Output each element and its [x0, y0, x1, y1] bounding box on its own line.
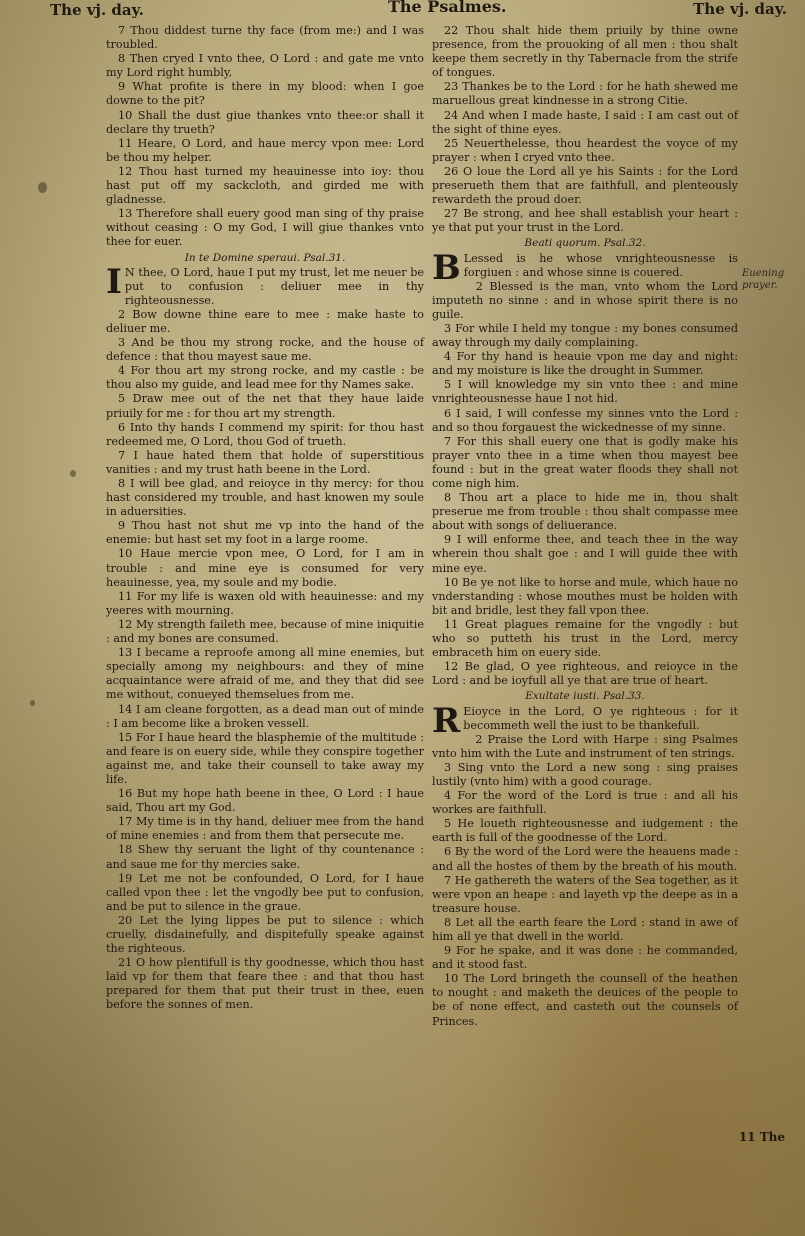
verse: 12 My strength faileth mee, because of mine iniquitie : and my bones are consumed.: [106, 617, 424, 646]
drop-capital: B: [432, 247, 461, 288]
verse: 3 For while I held my tongue : my bones consumed away through my daily complaining.: [432, 321, 738, 350]
verse: 10 Shall the dust giue thankes vnto thee:or shall it declare thy trueth?: [106, 108, 424, 136]
verse: 2 Blessed is the man, vnto whom the Lord imputeth no sinne : and in whose spirit there is no guile.: [432, 279, 738, 321]
verse: 9 I will enforme thee, and teach thee in the way wherein thou shalt goe : and I will guide thee with mine eye.: [432, 533, 738, 575]
verse: 15 For I haue heard the blasphemie of the multitude : and feare is on euery side, while they conspire together against me, and take their counsell to take away my life.: [106, 730, 424, 786]
stain-spot: [30, 700, 35, 706]
left-column: [106, 24, 424, 1013]
verse: 4 For thou art my strong rocke, and my castle : be thou also my guide, and lead mee for thy Names sake.: [106, 364, 424, 392]
verse: 12 Thou hast turned my heauinesse into ioy: thou hast put off my sackcloth, and girded me with gladnesse.: [106, 164, 424, 207]
verse: 4 For thy hand is heauie vpon me day and night: and my moisture is like the drought in Summer.: [432, 350, 738, 378]
psalm-first-verse: [432, 700, 738, 741]
verse: 10 Haue mercie vpon mee, O Lord, for I am in trouble : and mine eye is consumed for very heauinesse, yea, my soule and my bodie.: [106, 547, 424, 589]
verse: 20 Let the lying lippes be put to silence : which cruelly, disdainefully, and dispitefully speake against the righteous.: [106, 913, 424, 956]
verse: 10 Be ye not like to horse and mule, which haue no vnderstanding : whose mouthes must be holden with bit and bridle, lest they fall vpon thee.: [432, 575, 738, 617]
verse: 7 He gathereth the waters of the Sea together, as it were vpon an heape : and layeth vp the deepe as in a treasure house.: [432, 873, 738, 915]
verse-text: Eioyce in the Lord, O ye righteous : for it becommeth well the iust to be thankefull.: [463, 704, 738, 732]
verse: 3 Sing vnto the Lord a new song : sing praises lustily (vnto him) with a good courage.: [432, 760, 738, 788]
psalm-heading: In te Domine speraui. Psal.31.: [184, 251, 346, 264]
stain-spot: [38, 182, 47, 193]
verse: 2 Praise the Lord with Harpe : sing Psalmes vnto him with the Lute and instrument of ten strings.: [432, 732, 738, 760]
drop-capital: I: [106, 261, 122, 302]
verse: 8 I will bee glad, and reioyce in thy mercy: for thou hast considered my trouble, and hast knowen my soule in aduersities.: [106, 477, 424, 519]
verse: 6 By the word of the Lord were the heauens made : and all the hostes of them by the breath of his mouth.: [432, 845, 738, 873]
header-day-right: The vj. day.: [693, 0, 787, 18]
verse: 3 And be thou my strong rocke, and the house of defence : that thou mayest saue me.: [106, 336, 424, 364]
running-header: [0, 0, 805, 22]
verse-text: N thee, O Lord, haue I put my trust, let me neuer be put to confusion : deliuer mee in thy righteousnesse.: [124, 265, 424, 307]
verse: 13 I became a reproofe among all mine enemies, but specially among my neighbours: and they of mine acquaintance were afraid of me, and they that did see me without, conueyed themselues from me.: [106, 646, 424, 702]
header-title: The Psalmes.: [388, 0, 507, 16]
verse: 18 Shew thy seruant the light of thy countenance : and saue me for thy mercies sake.: [106, 843, 424, 871]
verse: 8 Thou art a place to hide me in, thou shalt preserue me from trouble : thou shalt compasse mee about with songs of deliuerance.: [432, 491, 738, 533]
verse: 27 Be strong, and hee shall establish your heart : ye that put your trust in the Lord.: [432, 207, 738, 235]
verse: 16 But my hope hath beene in thee, O Lord : I haue said, Thou art my God.: [106, 787, 424, 815]
verse: 6 I said, I will confesse my sinnes vnto the Lord : and so thou forgauest the wickednesse of my sinne.: [432, 406, 738, 434]
verse: 7 I haue hated them that holde of superstitious vanities : and my trust hath beene in the Lord.: [106, 448, 424, 476]
verse: 9 What profite is there in my blood: when I goe downe to the pit?: [106, 80, 424, 108]
verse: 12 Be glad, O yee righteous, and reioyce in the Lord : and be ioyfull all ye that are true of heart.: [432, 660, 738, 688]
verse: 8 Let all the earth feare the Lord : stand in awe of him all ye that dwell in the world.: [432, 915, 738, 943]
verse: 23 Thankes be to the Lord : for he hath shewed me maruellous great kindnesse in a strong Citie.: [432, 80, 738, 108]
verse: 4 For the word of the Lord is true : and all his workes are faithfull.: [432, 789, 738, 817]
verse: 22 Thou shalt hide them priuily by thine owne presence, from the prouoking of all men : thou shalt keepe them secretly in thy Tabernacle from the strife of tongues.: [432, 24, 738, 80]
verse: 7 For this shall euery one that is godly make his prayer vnto thee in a time when thou mayest bee found : but in the great water floods they shall not come nigh him.: [432, 434, 738, 490]
verse: 8 Then cryed I vnto thee, O Lord : and gate me vnto my Lord right humbly,: [106, 52, 424, 80]
verse: 24 And when I made haste, I said : I am cast out of the sight of thine eyes.: [432, 108, 738, 136]
verse: 5 He loueth righteousnesse and iudgement : the earth is full of the goodnesse of the Lord.: [432, 817, 738, 845]
verse: 13 Therefore shall euery good man sing of thy praise without ceasing : O my God, I will giue thankes vnto thee for euer.: [106, 207, 424, 249]
right-column: [432, 24, 738, 1029]
verse: 6 Into thy hands I commend my spirit: for thou hast redeemed me, O Lord, thou God of trueth.: [106, 420, 424, 448]
stain-spot: [70, 470, 76, 477]
verse: 19 Let me not be confounded, O Lord, for I haue called vpon thee : let the vngodly bee put to confusion, and be put to silence in the graue.: [106, 871, 424, 913]
verse: 26 O loue the Lord all ye his Saints : for the Lord preserueth them that are faithfull, and plenteously rewardeth the proud doer.: [432, 164, 738, 207]
verse: 11 Heare, O Lord, and haue mercy vpon mee: Lord be thou my helper.: [106, 136, 424, 164]
verse: 5 Draw mee out of the net that they haue laide priuily for me : for thou art my strength.: [106, 392, 424, 420]
verse: 21 O how plentifull is thy goodnesse, which thou hast laid vp for them that feare thee : and that thou hast prepared for them that put their trust in thee, euen before the sonnes of men.: [106, 956, 424, 1012]
verse-text: Lessed is he whose vnrighteousnesse is forgiuen : and whose sinne is couered.: [463, 251, 738, 279]
verse: 7 Thou diddest turne thy face (from me:) and I was troubled.: [106, 24, 424, 52]
verse: 10 The Lord bringeth the counsell of the heathen to nought : and maketh the deuices of the people to be of none effect, and casteth out the counsels of Princes.: [432, 972, 738, 1028]
verse: 11 For my life is waxen old with heauinesse: and my yeeres with mourning.: [106, 589, 424, 617]
psalm-heading: Exultate iusti. Psal.33.: [525, 690, 645, 703]
verse: 9 Thou hast not shut me vp into the hand of the enemie: but hast set my foot in a large roome.: [106, 519, 424, 547]
psalm-first-verse: [106, 261, 424, 308]
verse: 5 I will knowledge my sin vnto thee : and mine vnrighteousnesse haue I not hid.: [432, 378, 738, 406]
verse: 2 Bow downe thine eare to mee : make haste to deliuer me.: [106, 307, 424, 335]
verse: 11 Great plagues remaine for the vngodly : but who so putteth his trust in the Lord, mercy embraceth him on euery side.: [432, 617, 738, 660]
psalm-heading: Beati quorum. Psal.32.: [524, 237, 646, 250]
header-day-left: The vj. day.: [50, 1, 144, 19]
verse: 25 Neuerthelesse, thou heardest the voyce of my prayer : when I cryed vnto thee.: [432, 136, 738, 164]
verse: 9 For he spake, and it was done : he commanded, and it stood fast.: [432, 944, 738, 972]
psalm-first-verse: [432, 247, 738, 288]
margin-note: Euening prayer.: [742, 268, 785, 291]
catchword: 11 The: [738, 1130, 785, 1144]
verse: 14 I am cleane forgotten, as a dead man out of minde : I am become like a broken vessell.: [106, 702, 424, 730]
verse: 17 My time is in thy hand, deliuer mee from the hand of mine enemies : and from them that persecute me.: [106, 815, 424, 843]
drop-capital: R: [432, 700, 461, 741]
